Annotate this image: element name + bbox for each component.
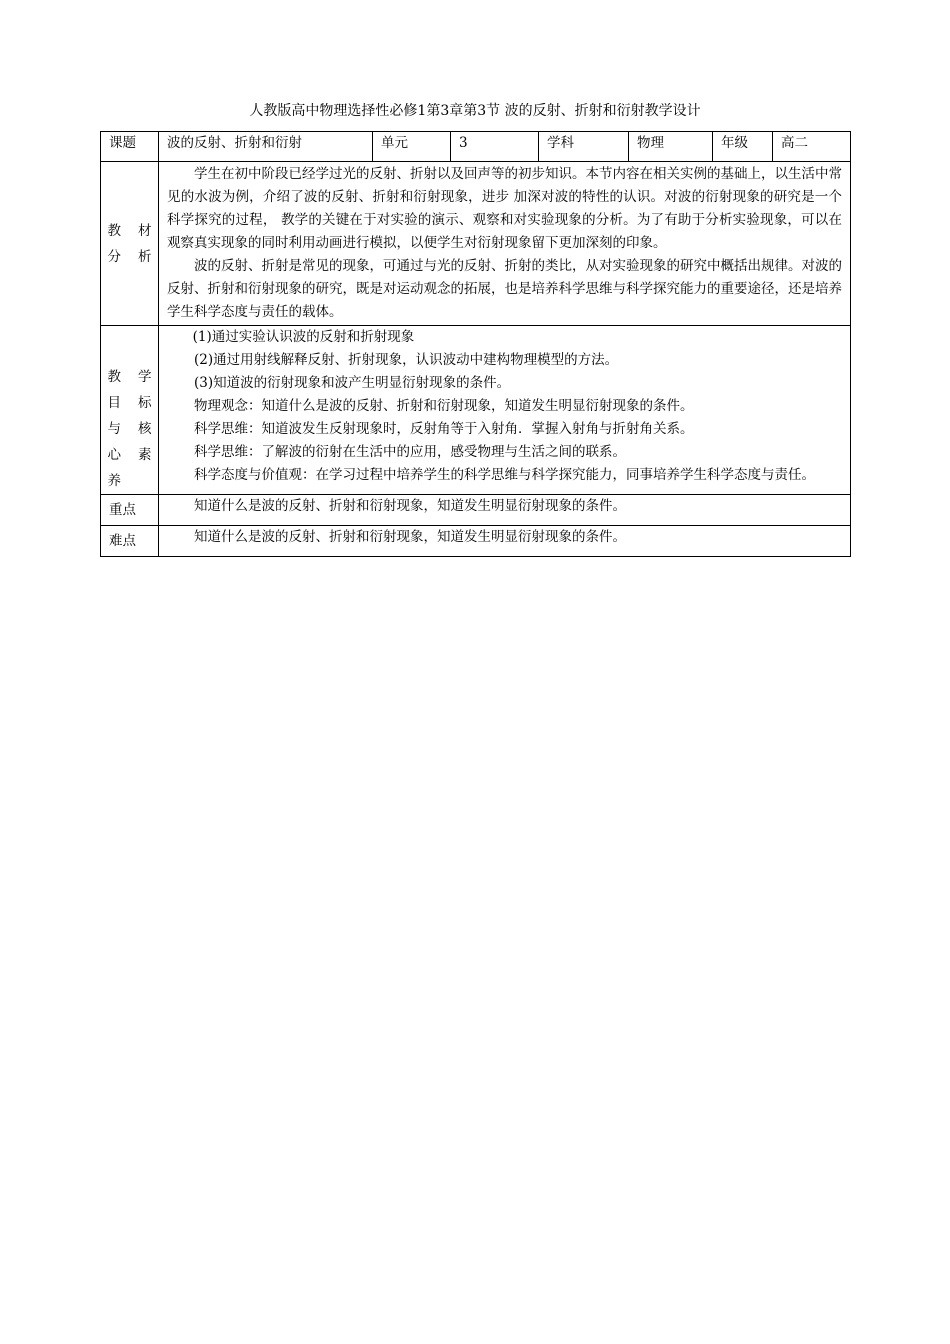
grade-value: 高二 xyxy=(773,132,851,162)
unit-label: 单元 xyxy=(373,132,451,162)
grade-label: 年级 xyxy=(713,132,773,162)
difficulty-text: 知道什么是波的反射、折射和衍射现象，知道发生明显衍射现象的条件。 xyxy=(194,529,626,545)
key-point-text: 知道什么是波的反射、折射和衍射现象，知道发生明显衍射现象的条件。 xyxy=(194,498,626,514)
document-title: 人教版高中物理选择性必修1第3章第3节 波的反射、折射和衍射教学设计 xyxy=(249,103,701,119)
analysis-label: 教 材分析 xyxy=(107,222,152,265)
header-row xyxy=(101,132,851,162)
goal-item: 科学思维：知道波发生反射现象时，反射角等于入射角．掌握入射角与折射角关系。 xyxy=(194,421,694,437)
goals-label-cell xyxy=(101,326,159,495)
difficulty-row xyxy=(101,526,851,557)
key-point-content xyxy=(159,495,851,526)
goal-item: (1)通过实验认识波的反射和折射现象 xyxy=(192,329,415,345)
goal-item: 科学思维：了解波的衍射在生活中的应用，感受物理与生活之间的联系。 xyxy=(194,444,626,460)
goal-item: (2)通过用射线解释反射、折射现象，认识波动中建构物理模型的方法。 xyxy=(194,352,619,368)
goal-item: 物理观念：知道什么是波的反射、折射和衍射现象，知道发生明显衍射现象的条件。 xyxy=(194,398,694,414)
goals-content xyxy=(159,326,851,495)
lesson-plan-table xyxy=(100,131,851,557)
analysis-row xyxy=(101,162,851,326)
key-point-row xyxy=(101,495,851,526)
analysis-paragraph: 波的反射、折射是常见的现象，可通过与光的反射、折射的类比，从对实验现象的研究中概括出规律。对波的反射、折射和衍射现象的研究，既是对运动观念的拓展，也是培养科学思维与科学探究能力的重要途径，还是培养学生科学态度与责任的载体。 xyxy=(167,258,842,320)
topic-label: 课题 xyxy=(101,132,159,162)
difficulty-label: 难点 xyxy=(101,526,159,557)
analysis-label-cell xyxy=(101,162,159,326)
analysis-content xyxy=(159,162,851,326)
goals-row xyxy=(101,326,851,495)
analysis-paragraph: 学生在初中阶段已经学过光的反射、折射以及回声等的初步知识。本节内容在相关实例的基础上，以生活中常见的水波为例，介绍了波的反射、折射和衍射现象，进步 加深对波的特性的认识。对波的衍射现象的研究是一个科学探究的过程， 教学的关键在于对实验的演示、观察和对实验现象的分析。为了有助于分析实验现象，可以在观察真实现象的同时利用动画进行模拟，以便学生对衍射现象留下更加深刻的印象。 xyxy=(167,166,842,251)
key-point-label: 重点 xyxy=(101,495,159,526)
subject-label: 学科 xyxy=(539,132,629,162)
goals-label: 教 学目 标与 核心 素养 xyxy=(107,369,152,489)
goal-item: (3)知道波的衍射现象和波产生明显衍射现象的条件。 xyxy=(194,375,511,391)
difficulty-content xyxy=(159,526,851,557)
subject-value: 物理 xyxy=(629,132,713,162)
unit-value: 3 xyxy=(451,132,539,162)
topic-value: 波的反射、折射和衍射 xyxy=(159,132,373,162)
goal-item: 科学态度与价值观：在学习过程中培养学生的科学思维与科学探究能力，同事培养学生科学态度与责任。 xyxy=(194,467,815,483)
